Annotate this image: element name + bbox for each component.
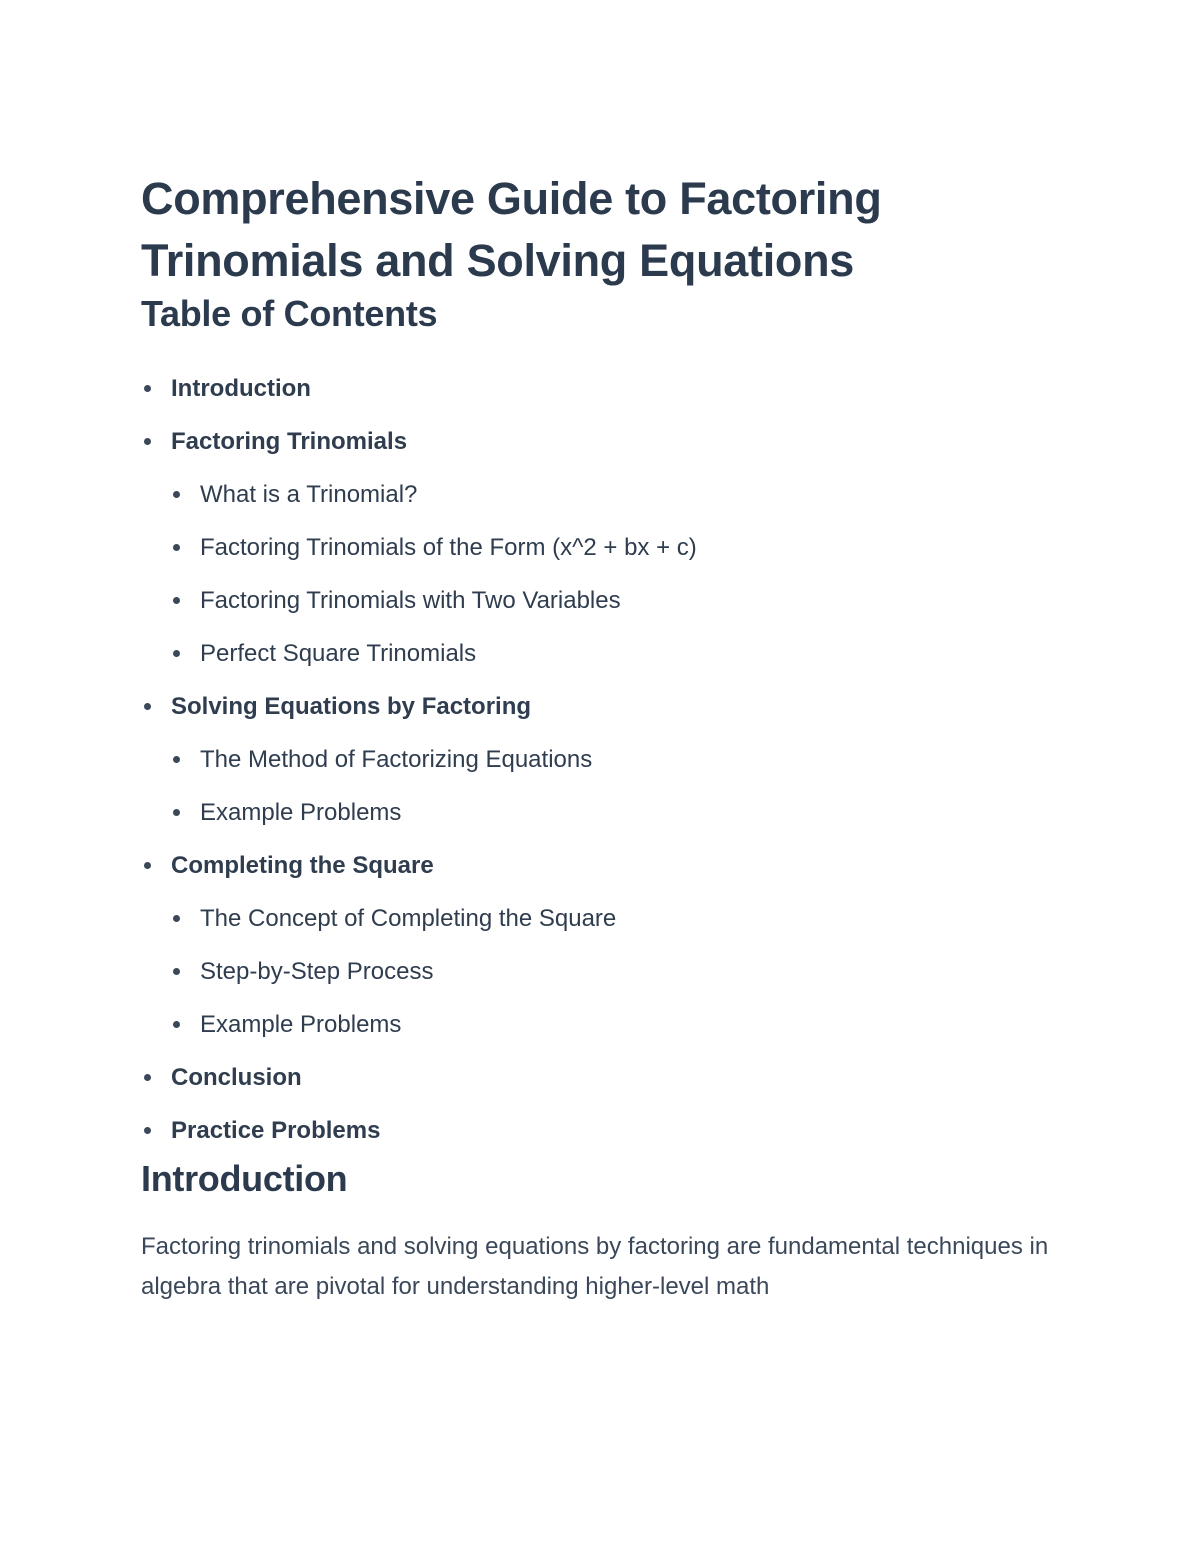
toc-item-solving-equations[interactable] — [141, 680, 1081, 733]
toc-item-label: Factoring Trinomials with Two Variables — [200, 587, 621, 614]
toc-heading: Table of Contents — [141, 293, 438, 334]
introduction-paragraph: Factoring trinomials and solving equations by factoring are fundamental techniques in algebra that are pivotal for understanding higher-level math — [141, 1233, 1049, 1300]
toc-item-label: Perfect Square Trinomials — [200, 640, 477, 667]
bullet-icon — [173, 756, 180, 763]
introduction-heading: Introduction — [141, 1158, 348, 1199]
bullet-icon — [173, 915, 180, 922]
document-title: Comprehensive Guide to Factoring Trinomials and Solving Equations — [141, 173, 882, 286]
bullet-icon — [173, 597, 180, 604]
toc-item-perfect-square-trinomials[interactable] — [141, 627, 1081, 680]
toc-item-introduction[interactable] — [141, 362, 1081, 415]
toc-item-example-problems-1[interactable] — [141, 786, 1081, 839]
toc-item-two-variables[interactable] — [141, 574, 1081, 627]
toc-item-what-is-a-trinomial[interactable] — [141, 468, 1081, 521]
document-page — [141, 168, 1081, 1307]
bullet-icon — [173, 491, 180, 498]
toc-item-example-problems-2[interactable] — [141, 998, 1081, 1051]
toc-item-label: Factoring Trinomials of the Form (x^2 + bx + c) — [200, 534, 697, 561]
toc-item-label: Conclusion — [171, 1064, 302, 1091]
bullet-icon — [144, 1127, 151, 1134]
bullet-icon — [173, 1021, 180, 1028]
bullet-icon — [173, 809, 180, 816]
toc-item-factoring-trinomials[interactable] — [141, 415, 1081, 468]
bullet-icon — [144, 862, 151, 869]
toc-item-label: Practice Problems — [171, 1117, 381, 1144]
toc-item-label: Solving Equations by Factoring — [171, 693, 532, 720]
bullet-icon — [173, 544, 180, 551]
bullet-icon — [144, 385, 151, 392]
toc-item-concept-completing-square[interactable] — [141, 892, 1081, 945]
toc-item-step-by-step[interactable] — [141, 945, 1081, 998]
bullet-icon — [173, 968, 180, 975]
table-of-contents — [141, 362, 1081, 1157]
toc-item-practice-problems[interactable] — [141, 1104, 1081, 1157]
toc-item-label: The Method of Factorizing Equations — [200, 746, 593, 773]
toc-item-label: Example Problems — [200, 1011, 402, 1038]
toc-item-label: Completing the Square — [171, 852, 434, 879]
toc-item-label: The Concept of Completing the Square — [200, 905, 617, 932]
toc-item-label: What is a Trinomial? — [200, 481, 418, 508]
toc-item-label: Introduction — [171, 375, 311, 402]
toc-item-method-of-factorizing[interactable] — [141, 733, 1081, 786]
toc-item-completing-the-square[interactable] — [141, 839, 1081, 892]
toc-item-conclusion[interactable] — [141, 1051, 1081, 1104]
toc-item-factoring-x2-bx-c[interactable] — [141, 521, 1081, 574]
bullet-icon — [173, 650, 180, 657]
toc-item-label: Step-by-Step Process — [200, 958, 434, 985]
toc-item-label: Factoring Trinomials — [171, 428, 408, 455]
bullet-icon — [144, 438, 151, 445]
toc-item-label: Example Problems — [200, 799, 402, 826]
bullet-icon — [144, 1074, 151, 1081]
bullet-icon — [144, 703, 151, 710]
